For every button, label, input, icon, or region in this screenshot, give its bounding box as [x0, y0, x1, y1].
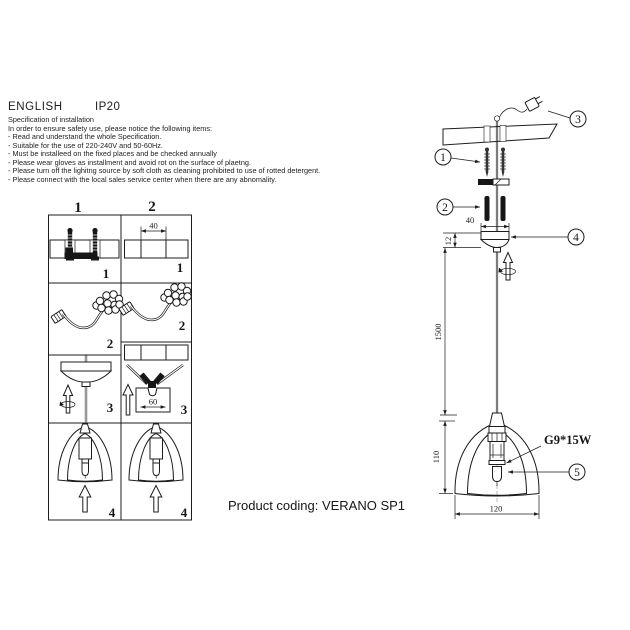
spec-item: - Read and understand the whole Specification. — [8, 132, 162, 142]
step-drawing-bracket-mount — [123, 345, 188, 415]
suspension-cord — [496, 121, 497, 413]
glass-shade-drawing — [455, 413, 539, 502]
ip-rating-label: IP20 — [95, 101, 121, 113]
language-label: ENGLISH — [8, 101, 63, 113]
product-coding: Product coding: VERANO SP1 — [228, 498, 406, 513]
g9-bulb — [493, 467, 502, 482]
callout-5-badge — [508, 464, 585, 480]
bulb-label — [507, 433, 592, 463]
step-number: 3 — [106, 400, 114, 415]
step-drawing-screws-in-ceiling — [50, 228, 119, 261]
step-number: 2 — [178, 318, 186, 333]
ceiling-screws — [484, 148, 506, 178]
bracket-width-dim: 60 — [148, 396, 158, 407]
plug-icon — [525, 95, 544, 111]
step-drawing-ceiling-hole — [125, 221, 189, 259]
cord-length-dimension — [433, 248, 457, 415]
step-number: 1 — [176, 260, 184, 275]
svg-text:3: 3 — [575, 114, 581, 126]
spec-item: - Please turn off the lighitng source by soft cloth as cleaning prohibited to use of rotted detergent. — [8, 166, 321, 176]
step-number: 4 — [108, 505, 116, 520]
installation-steps-table — [44, 188, 196, 524]
specification-text — [8, 116, 320, 184]
svg-text:12: 12 — [443, 236, 453, 246]
svg-text:110: 110 — [431, 450, 441, 464]
spec-title: Specification of installation — [8, 115, 94, 124]
method-1-header: 1 — [74, 200, 82, 216]
wall-anchors — [485, 196, 506, 221]
ceiling-slab — [443, 124, 557, 145]
step-number: 4 — [180, 505, 188, 520]
power-wire-and-plug — [494, 95, 570, 121]
callout-3-badge — [570, 111, 586, 127]
svg-text:120: 120 — [489, 503, 503, 514]
hole-width-dim: 40 — [149, 220, 158, 231]
hanger-bar — [478, 179, 509, 185]
svg-text:4: 4 — [573, 232, 579, 244]
svg-text:1500: 1500 — [433, 323, 443, 341]
step-drawing-canopy-rotate — [60, 356, 111, 424]
spec-item: - Please connect with the local sales service center when there are any abnomality. — [8, 174, 277, 184]
svg-text:1: 1 — [440, 152, 446, 164]
canopy-drawing — [481, 232, 509, 253]
callout-1-badge — [435, 149, 480, 165]
svg-text:40: 40 — [465, 215, 475, 225]
method-2-header: 2 — [148, 199, 156, 215]
shade-height-dimension — [431, 421, 455, 494]
callout-2-badge — [437, 199, 480, 215]
cord-cone-connector — [490, 413, 505, 427]
spec-intro: In order to ensure safety use, please notice the following items: — [8, 123, 213, 133]
pendant-lamp-diagram — [420, 95, 625, 525]
lamp-socket — [490, 442, 504, 461]
step-number: 1 — [102, 266, 110, 281]
rotate-arrow-icon — [499, 253, 516, 281]
svg-text:5: 5 — [574, 467, 580, 479]
spec-item: - Suitable for the use of 220-240V and 50-60Hz. — [8, 140, 163, 150]
canopy-height-dimension — [443, 233, 481, 248]
rotate-arrow-icon — [63, 385, 72, 413]
spec-item: - Please wear gloves as installment and avoid rot on the surface of plaetng. — [8, 157, 251, 167]
spec-item: - Must be installeed on the fixed places and be checked annually — [8, 149, 217, 159]
svg-text:G9*15W: G9*15W — [544, 433, 592, 447]
svg-text:2: 2 — [442, 202, 448, 214]
up-arrow-icon — [123, 385, 133, 416]
step-number: 3 — [180, 402, 188, 417]
callout-4-badge — [511, 229, 584, 245]
step-number: 2 — [106, 336, 114, 351]
